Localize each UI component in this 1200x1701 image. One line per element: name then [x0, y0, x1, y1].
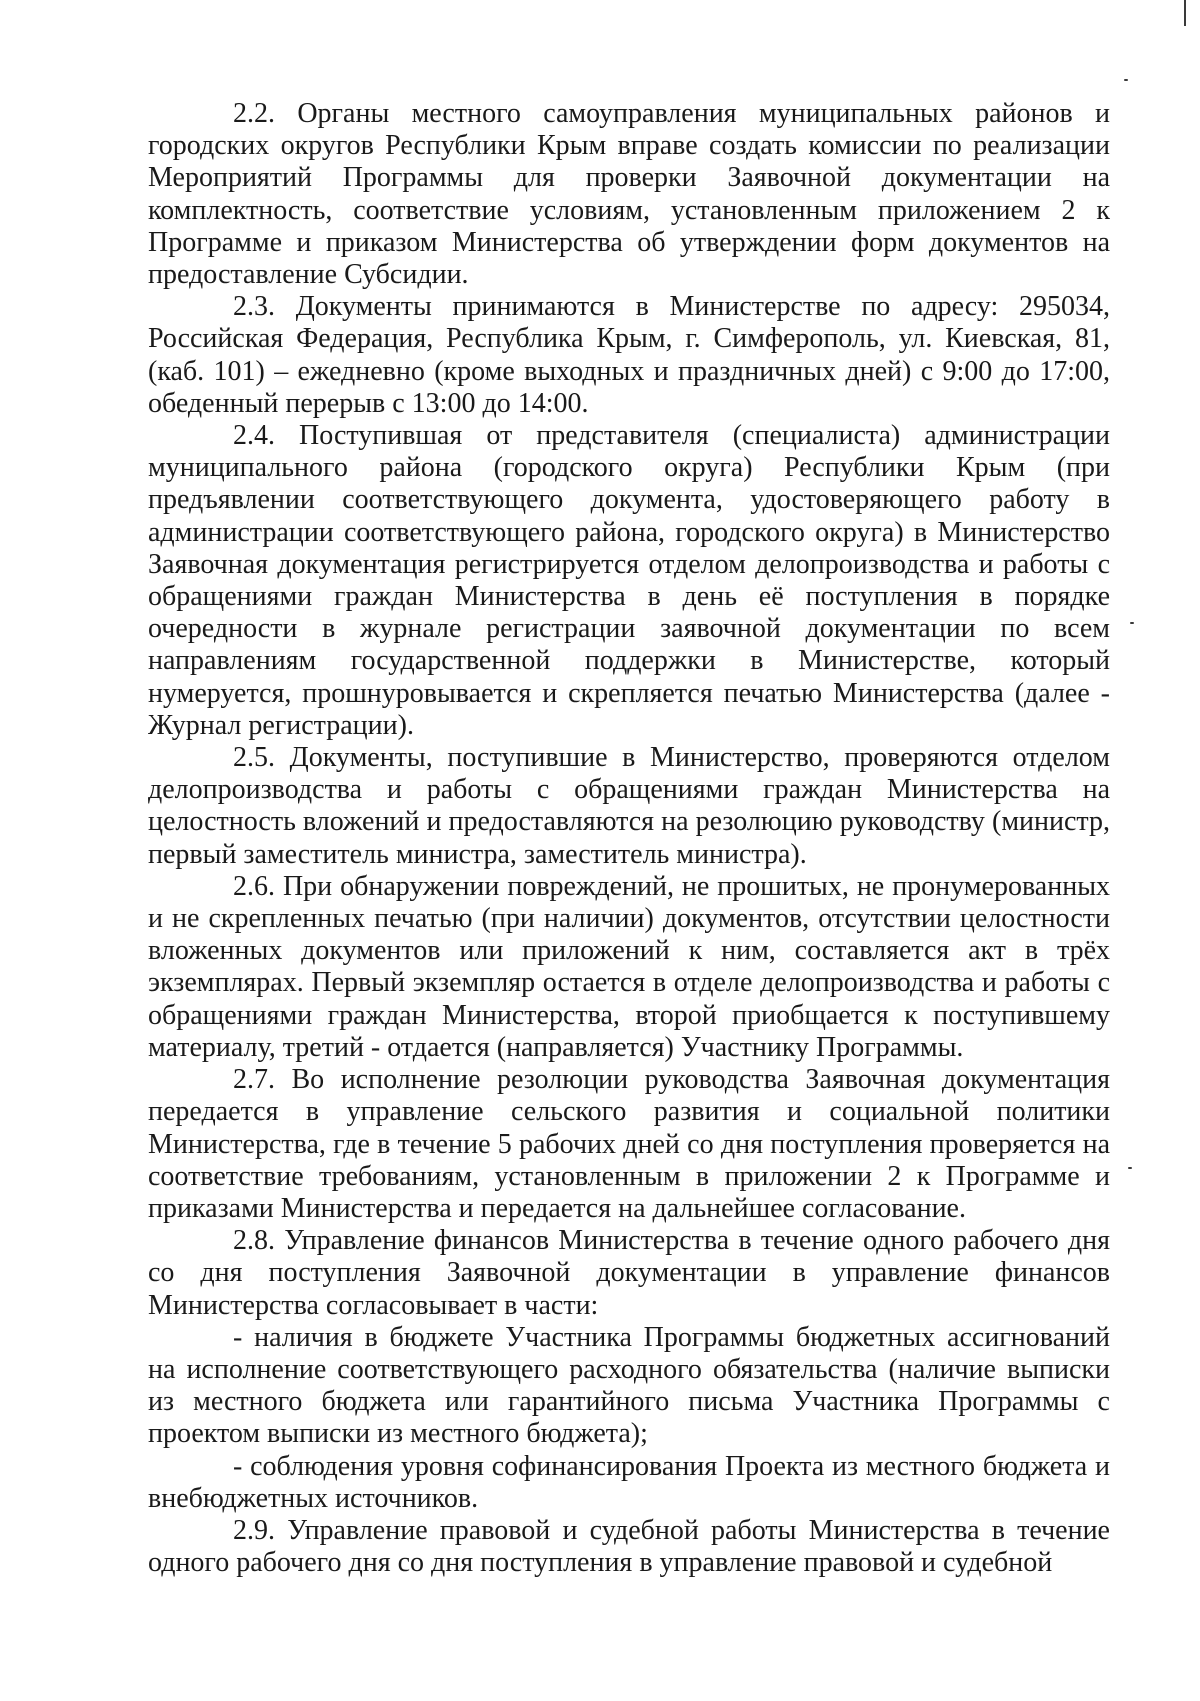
paragraph-2-9: 2.9. Управление правовой и судебной работы Министерства в течение одного рабочего дня со дня поступления в управление правовой и судебной	[148, 1514, 1110, 1579]
paragraph-2-7: 2.7. Во исполнение резолюции руководства Заявочная документация передается в управление сельского развития и социальной политики Министерства, где в течение 5 рабочих дней со дня поступления проверяется на соответствие требованиям, установленным в приложении 2 к Программе и приказами Министерства и передается на дальнейшее согласование.	[148, 1064, 1110, 1224]
list-item-cofinancing-level: - соблюдения уровня софинансирования Проекта из местного бюджета и внебюджетных источников.	[148, 1450, 1110, 1514]
paragraph-2-4: 2.4. Поступившая от представителя (специалиста) администрации муниципального района (городского округа) Республики Крым (при предъявлении соответствующего документа, удостоверяющего работу в администрации соответствующего района, городского округа) в Министерство Заявочная документация регистрируется отделом делопроизводства и работы с обращениями граждан Министерства в день её поступления в порядке очередности в журнале регистрации заявочной документации по всем направлениям государственной поддержки в Министерстве, который нумеруется, прошнуровывается и скрепляется печатью Министерства (далее - Журнал регистрации).	[148, 420, 1110, 741]
scan-edge-mark	[1184, 0, 1186, 26]
paragraph-2-5: 2.5. Документы, поступившие в Министерство, проверяются отделом делопроизводства и работы с обращениями граждан Министерства на целостность вложений и предоставляются на резолюцию руководству (министр, первый заместитель министра, заместитель министра).	[148, 742, 1110, 870]
paragraph-2-2: 2.2. Органы местного самоуправления муниципальных районов и городских округов Республики Крым вправе создать комиссии по реализации Мероприятий Программы для проверки Заявочной документации на комплектность, соответствие условиям, установленным приложением 2 к Программе и приказом Министерства об утверждении форм документов на предоставление Субсидии.	[148, 98, 1110, 291]
list-item-budget-allocations: - наличия в бюджете Участника Программы бюджетных ассигнований на исполнение соответствующего расходного обязательства (наличие выписки из местного бюджета или гарантийного письма Участника Программы с проектом выписки из местного бюджета);	[148, 1321, 1110, 1450]
scan-speck	[1124, 79, 1128, 81]
scan-speck	[1128, 1167, 1132, 1169]
document-body	[148, 98, 1110, 1579]
paragraph-2-8: 2.8. Управление финансов Министерства в течение одного рабочего дня со дня поступления Заявочной документации в управление финансов Министерства согласовывает в части:	[148, 1225, 1110, 1321]
paragraph-2-3: 2.3. Документы принимаются в Министерстве по адресу: 295034, Российская Федерация, Республика Крым, г. Симферополь, ул. Киевская, 81, (каб. 101) – ежедневно (кроме выходных и праздничных дней) с 9:00 до 17:00, обеденный перерыв с 13:00 до 14:00.	[148, 291, 1110, 419]
scan-speck	[1130, 622, 1134, 624]
paragraph-2-6: 2.6. При обнаружении повреждений, не прошитых, не пронумерованных и не скрепленных печатью (при наличии) документов, отсутствии целостности вложенных документов или приложений к ним, составляется акт в трёх экземплярах. Первый экземпляр остается в отделе делопроизводства и работы с обращениями граждан Министерства, второй приобщается к поступившему материалу, третий - отдается (направляется) Участнику Программы.	[148, 870, 1110, 1063]
